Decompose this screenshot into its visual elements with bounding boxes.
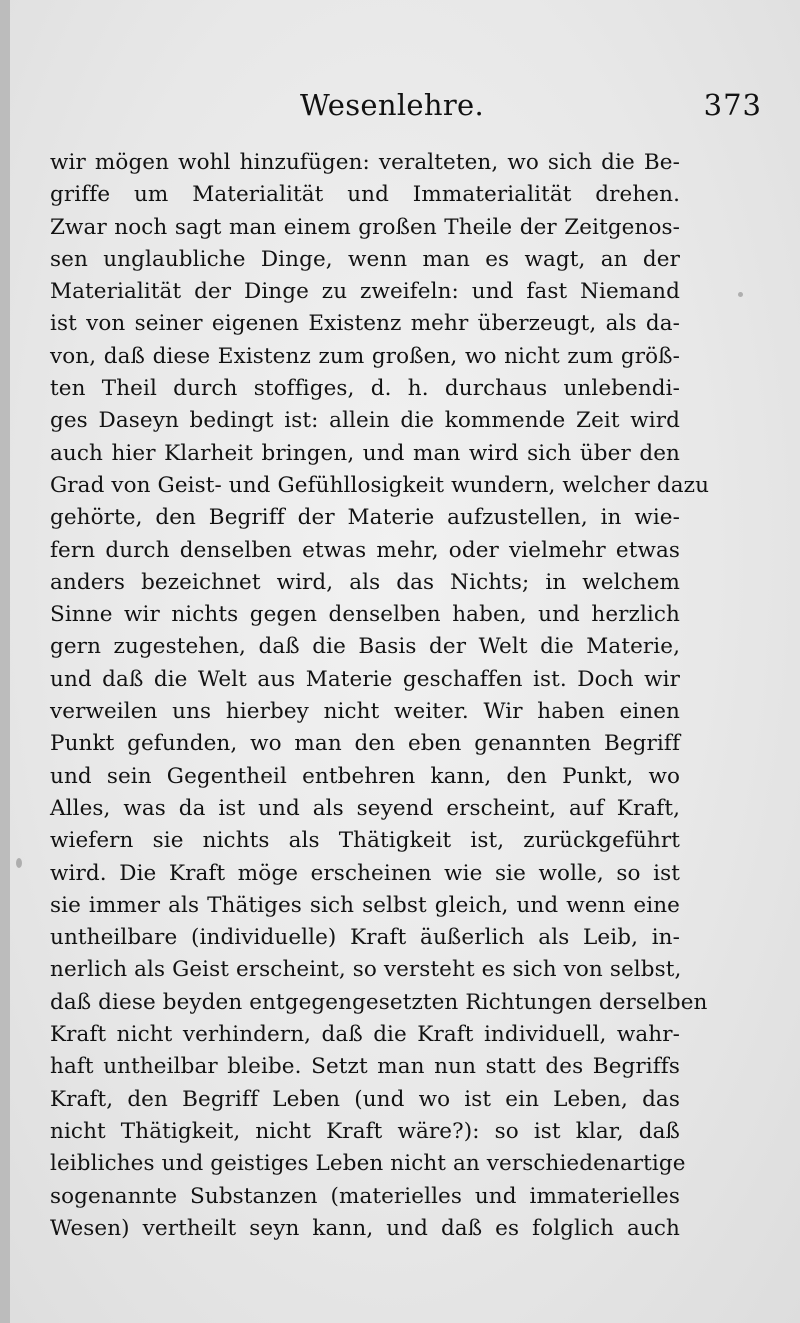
text-line: Kraft, den Begriff Leben (und wo ist ein Leben, das: [50, 1086, 680, 1112]
text-line: Punkt gefunden, wo man den eben genannten Begriff: [50, 731, 680, 757]
text-line: Zwar noch sagt man einem großen Theile der Zeitgenos-: [50, 214, 680, 240]
text-line: und sein Gegentheil entbehren kann, den Punkt, wo: [50, 763, 680, 789]
text-line: gehörte, den Begriff der Materie aufzustellen, in wie-: [50, 505, 680, 531]
text-line: von, daß diese Existenz zum großen, wo nicht zum größ-: [50, 343, 680, 369]
text-line: haft untheilbar bleibe. Setzt man nun statt des Begriffs: [50, 1054, 680, 1080]
text-line: leibliches und geistiges Leben nicht an verschiedenartige: [50, 1151, 686, 1177]
text-line: wiefern sie nichts als Thätigkeit ist, zurückgeführt: [50, 828, 680, 854]
text-line: wir mögen wohl hinzufügen: veralteten, wo sich die Be-: [50, 150, 680, 175]
paper-speck: [738, 292, 743, 297]
text-line: untheilbare (individuelle) Kraft äußerlich als Leib, in-: [50, 925, 680, 951]
page-number: 373: [703, 88, 762, 122]
text-line: und daß die Welt aus Materie geschaffen ist. Doch wir: [50, 666, 680, 692]
text-line: auch hier Klarheit bringen, und man wird sich über den: [50, 440, 680, 466]
text-line: Grad von Geist- und Gefühllosigkeit wundern, welcher dazu: [50, 472, 710, 498]
text-line: ten Theil durch stoffiges, d. h. durchaus unlebendi-: [50, 376, 680, 402]
text-line: nerlich als Geist erscheint, so versteht es sich von selbst,: [50, 957, 682, 983]
text-line: wird. Die Kraft möge erscheinen wie sie wolle, so ist: [50, 860, 680, 886]
paper-speck: [16, 858, 22, 868]
text-line: sogenannte Substanzen (materielles und immaterielles: [50, 1183, 680, 1209]
text-line: Materialität der Dinge zu zweifeln: und fast Niemand: [50, 279, 680, 305]
text-line: Wesen) vertheilt seyn kann, und daß es folglich auch: [50, 1215, 680, 1241]
text-line: Sinne wir nichts gegen denselben haben, und herzlich: [50, 602, 680, 628]
text-line: Kraft nicht verhindern, daß die Kraft individuell, wahr-: [50, 1022, 680, 1048]
text-line: griffe um Materialität und Immaterialität drehen.: [50, 182, 680, 208]
text-line: sen unglaubliche Dinge, wenn man es wagt, an der: [50, 246, 680, 272]
text-line: verweilen uns hierbey nicht weiter. Wir haben einen: [50, 699, 680, 725]
text-line: anders bezeichnet wird, als das Nichts; in welchem: [50, 569, 680, 595]
text-line: Alles, was da ist und als seyend erscheint, auf Kraft,: [50, 795, 680, 821]
text-line: daß diese beyden entgegengesetzten Richtungen derselben: [50, 989, 708, 1015]
text-line: nicht Thätigkeit, nicht Kraft wäre?): so ist klar, daß: [50, 1118, 680, 1144]
body-text: [50, 147, 710, 1245]
text-line: gern zugestehen, daß die Basis der Welt die Materie,: [50, 634, 680, 660]
running-head: Wesenlehre.: [300, 88, 484, 122]
text-line: ist von seiner eigenen Existenz mehr überzeugt, als da-: [50, 311, 680, 337]
text-line: sie immer als Thätiges sich selbst gleich, und wenn eine: [50, 892, 680, 918]
text-line: fern durch denselben etwas mehr, oder vielmehr etwas: [50, 537, 680, 563]
page-header: [50, 88, 762, 132]
text-line: ges Daseyn bedingt ist: allein die kommende Zeit wird: [50, 408, 680, 434]
